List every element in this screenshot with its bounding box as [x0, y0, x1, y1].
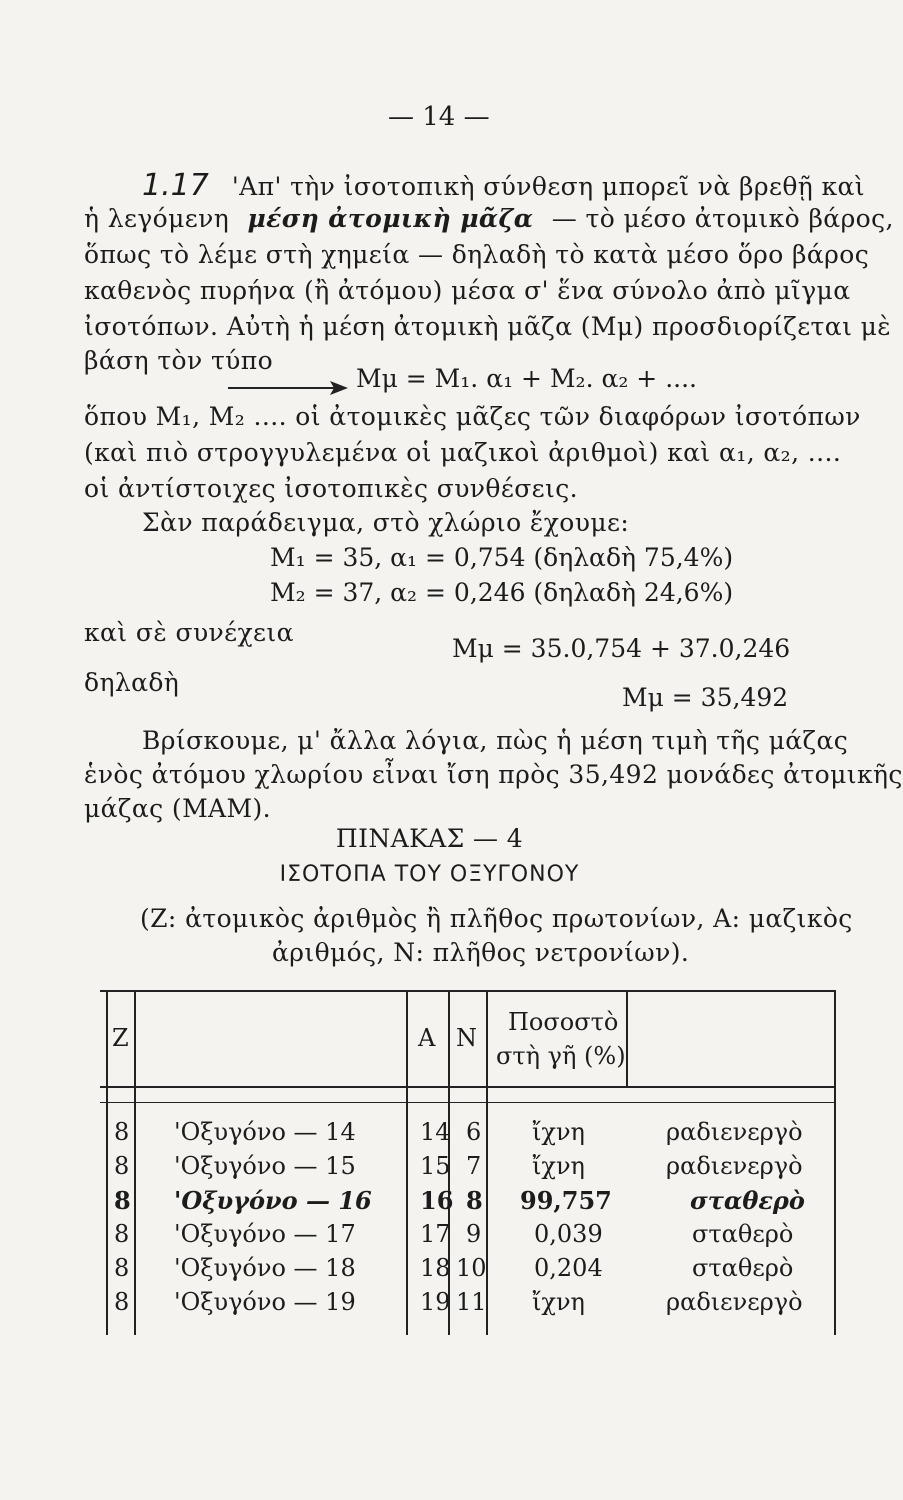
row-6-stability: ραδιενεργὸ — [666, 1288, 803, 1316]
table-legend-line-1: (Ζ: ἀτομικὸς ἀριθμὸς ἢ πλῆθος πρωτονίων, Α: μαζικὸς — [140, 904, 853, 933]
row-5-z: 8 — [114, 1254, 130, 1282]
table-label: ΠΙΝΑΚΑΣ — 4 — [335, 824, 524, 853]
table-header-rule — [100, 1086, 836, 1088]
row-1-z: 8 — [114, 1118, 130, 1146]
intro-line-2-end: — τὸ μέσο ἀτομικὸ βάρος, — [551, 204, 894, 233]
row-4-name: 'Οξυγόνο — 17 — [174, 1220, 356, 1248]
arrow-icon — [226, 376, 351, 398]
row-2-percent: ἴχνη — [532, 1152, 585, 1180]
thus-formula: Μμ = 35,492 — [622, 683, 789, 712]
row-5-stability: σταθερὸ — [692, 1254, 794, 1282]
example-line-2: Μ₂ = 37, α₂ = 0,246 (δηλαδὴ 24,6%) — [270, 578, 734, 607]
isotope-table — [100, 990, 836, 1335]
table-right-border — [834, 990, 836, 1335]
where-line-3: οἱ ἀντίστοιχες ἰσοτοπικὲς συνθέσεις. — [84, 474, 578, 503]
emphasized-term: μέση ἀτομικὴ μᾶζα — [247, 204, 534, 233]
header-n: Ν — [456, 1024, 477, 1052]
row-5-a: 18 — [420, 1254, 451, 1282]
row-2-n: 7 — [466, 1152, 482, 1180]
row-5-name: 'Οξυγόνο — 18 — [174, 1254, 356, 1282]
table-title: ΙΣΟΤΟΠΑ ΤΟΥ ΟΞΥΓΟΝΟΥ — [279, 862, 580, 887]
header-percent-line-2: στὴ γῆ (%) — [496, 1042, 626, 1070]
row-4-stability: σταθερὸ — [692, 1220, 794, 1248]
section-number: 1.17 — [142, 168, 209, 203]
row-1-name: 'Οξυγόνο — 14 — [174, 1118, 356, 1146]
intro-line-5: ἰσοτόπων. Αὐτὴ ἡ μέση ἀτομικὴ μᾶζα (Μμ) προσδιορίζεται μὲ — [84, 312, 892, 341]
row-4-n: 9 — [466, 1220, 482, 1248]
header-percent-line-1: Ποσοστὸ — [508, 1008, 619, 1036]
table-col-divider-name — [406, 990, 408, 1335]
conclusion-line-1: Βρίσκουμε, μ' ἄλλα λόγια, πὼς ἡ μέση τιμὴ τῆς μάζας — [142, 726, 849, 755]
conclusion-line-2: ἑνὸς ἀτόμου χλωρίου εἶναι ἴση πρὸς 35,492 μονάδες ἀτομικῆς — [84, 760, 903, 789]
row-3-percent: 99,757 — [520, 1186, 612, 1215]
row-2-a: 15 — [420, 1152, 451, 1180]
main-formula: Μμ = Μ₁. α₁ + Μ₂. α₂ + .... — [356, 364, 697, 393]
row-3-name: 'Οξυγόνο — 16 — [174, 1186, 372, 1215]
row-3-z: 8 — [114, 1186, 131, 1215]
row-3-n: 8 — [466, 1186, 483, 1215]
row-4-z: 8 — [114, 1220, 130, 1248]
row-5-percent: 0,204 — [534, 1254, 603, 1282]
table-col-divider-z — [134, 990, 136, 1335]
row-6-n: 11 — [456, 1288, 487, 1316]
row-1-stability: ραδιενεργὸ — [666, 1118, 803, 1146]
intro-line-1: 'Απ' τὴν ἰσοτοπικὴ σύνθεση μπορεῖ νὰ βρεθῇ καὶ — [231, 172, 865, 201]
row-4-percent: 0,039 — [534, 1220, 603, 1248]
table-left-border — [106, 990, 108, 1335]
page-number: — 14 — — [388, 102, 490, 132]
row-3-stability: σταθερὸ — [690, 1186, 805, 1215]
conclusion-line-3: μάζας (ΜΑΜ). — [84, 794, 272, 823]
row-6-a: 19 — [420, 1288, 451, 1316]
continue-formula: Μμ = 35.0,754 + 37.0,246 — [452, 634, 791, 663]
row-6-name: 'Οξυγόνο — 19 — [174, 1288, 356, 1316]
row-4-a: 17 — [420, 1220, 451, 1248]
header-a: Α — [418, 1024, 436, 1052]
intro-line-4: καθενὸς πυρήνα (ἢ ἀτόμου) μέσα σ' ἕνα σύνολο ἀπὸ μῖγμα — [84, 276, 851, 305]
row-5-n: 10 — [456, 1254, 487, 1282]
table-col-divider-percent — [626, 990, 628, 1086]
table-col-divider-n — [486, 990, 488, 1335]
intro-line-2-start: ἡ λεγόμενη — [84, 204, 230, 233]
header-z: Ζ — [112, 1024, 129, 1052]
intro-line-6: βάση τὸν τύπο — [84, 346, 274, 375]
row-6-percent: ἴχνη — [532, 1288, 585, 1316]
continue-label: καὶ σὲ συνέχεια — [84, 618, 294, 647]
section-heading-line — [142, 168, 865, 203]
row-1-n: 6 — [466, 1118, 482, 1146]
thus-label: δηλαδὴ — [84, 668, 180, 697]
row-3-a: 16 — [420, 1186, 454, 1215]
example-intro: Σὰν παράδειγμα, στὸ χλώριο ἔχουμε: — [142, 508, 630, 537]
table-top-rule — [100, 990, 836, 992]
table-header-rule-2 — [100, 1102, 836, 1103]
row-2-stability: ραδιενεργὸ — [666, 1152, 803, 1180]
row-1-percent: ἴχνη — [532, 1118, 585, 1146]
intro-line-2 — [84, 204, 894, 233]
example-line-1: Μ₁ = 35, α₁ = 0,754 (δηλαδὴ 75,4%) — [270, 543, 734, 572]
row-2-name: 'Οξυγόνο — 15 — [174, 1152, 356, 1180]
table-legend-line-2: ἀριθμός, Ν: πλῆθος νετρονίων). — [272, 938, 690, 967]
where-line-1: ὅπου Μ₁, Μ₂ .... οἱ ἀτομικὲς μᾶζες τῶν διαφόρων ἰσοτόπων — [84, 402, 861, 431]
row-6-z: 8 — [114, 1288, 130, 1316]
intro-line-3: ὅπως τὸ λέμε στὴ χημεία — δηλαδὴ τὸ κατὰ μέσο ὅρο βάρος — [84, 240, 870, 269]
row-1-a: 14 — [420, 1118, 451, 1146]
where-line-2: (καὶ πιὸ στρογγυλεμένα οἱ μαζικοὶ ἀριθμοὶ) καὶ α₁, α₂, .... — [84, 438, 842, 467]
row-2-z: 8 — [114, 1152, 130, 1180]
